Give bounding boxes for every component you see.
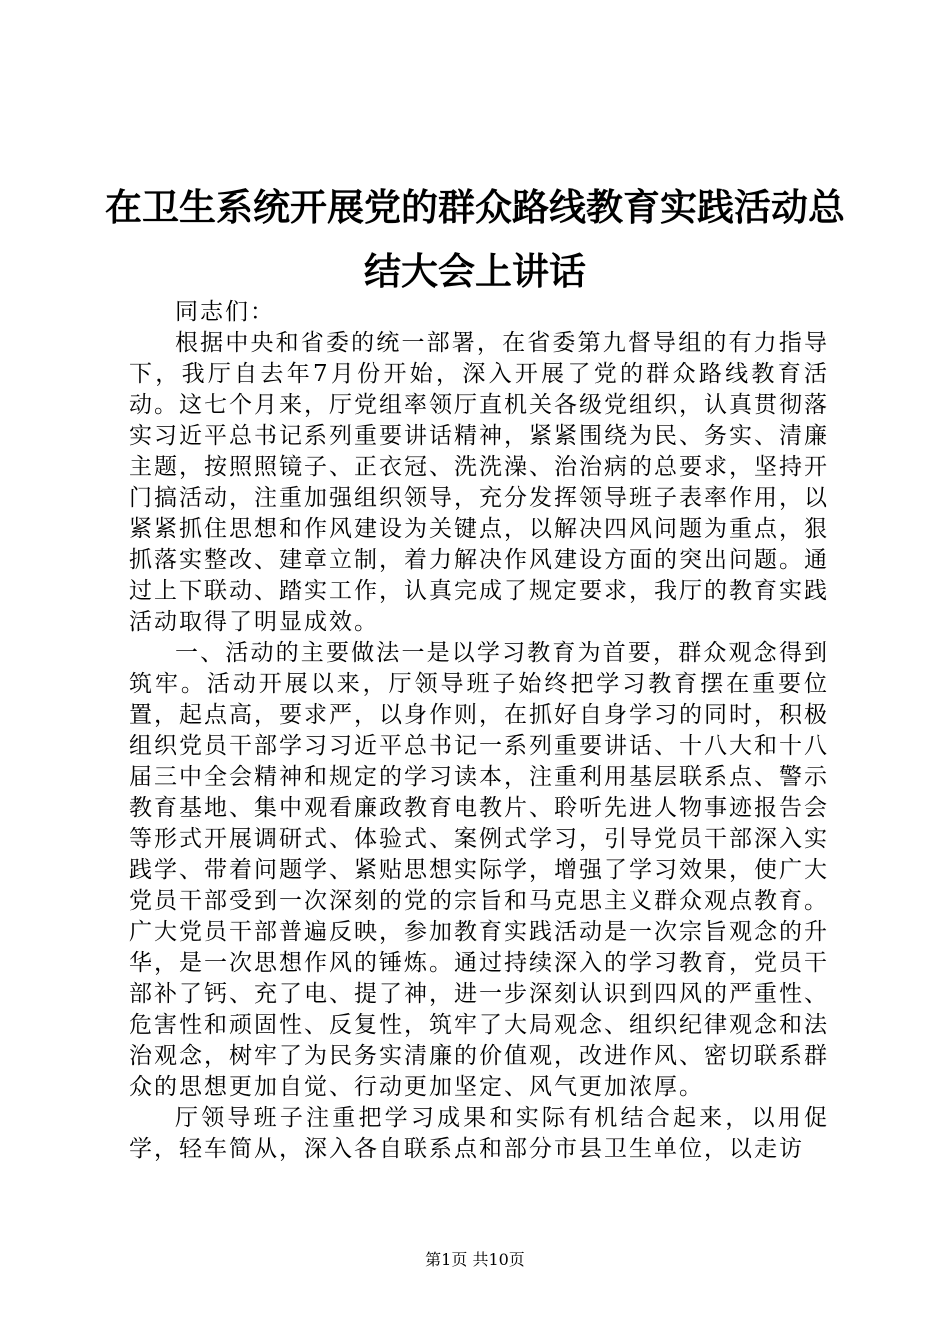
body-paragraph: 厅领导班子注重把学习成果和实际有机结合起来，以用促学，轻车简从，深入各自联系点和部分市县卫生单位，以走访 (129, 1105, 829, 1162)
document-title-line-2: 结大会上讲话 (364, 250, 586, 293)
document-body (129, 297, 829, 1165)
salutation: 同志们： (175, 299, 275, 325)
body-paragraph: 一、活动的主要做法一是以学习教育为首要，群众观念得到筑牢。活动开展以来，厅领导班子始终把学习教育摆在重要位置，起点高，要求严，以身作则，在抓好自身学习的同时，积极组织党员干部学习习近平总书记一系列重要讲话、十八大和十八届三中全会精神和规定的学习读本，注重利用基层联系点、警示教育基地、集中观看廉政教育电教片、聆听先进人物事迹报告会等形式开展调研式、体验式、案例式学习，引导党员干部深入实践学、带着问题学、紧贴思想实际学，增强了学习效果，使广大党员干部受到一次深刻的党的宗旨和马克思主义群众观点教育。广大党员干部普遍反映，参加教育实践活动是一次宗旨观念的升华，是一次思想作风的锤炼。通过持续深入的学习教育，党员干部补了钙、充了电、提了神，进一步深刻认识到四风的严重性、危害性和顽固性、反复性，筑牢了大局观念、组织纪律观念和法治观念，树牢了为民务实清廉的价值观，改进作风、密切联系群众的思想更加自觉、行动更加坚定、风气更加浓厚。 (129, 640, 829, 1100)
document-title-line-1: 在卫生系统开展党的群众路线教育实践活动总 (105, 186, 845, 229)
body-paragraph: 根据中央和省委的统一部署，在省委第九督导组的有力指导下，我厅自去年7月份开始，深入开展了党的群众路线教育活动。这七个月来，厅党组率领厅直机关各级党组织，认真贯彻落实习近平总书记系列重要讲话精神，紧紧围绕为民、务实、清廉主题，按照照镜子、正衣冠、洗洗澡、治治病的总要求，坚持开门搞活动，注重加强组织领导，充分发挥领导班子表率作用，以紧紧抓住思想和作风建设为关键点，以解决四风问题为重点，狠抓落实整改、建章立制，着力解决作风建设方面的突出问题。通过上下联动、踏实工作，认真完成了规定要求，我厅的教育实践活动取得了明显成效。 (129, 330, 829, 635)
page-footer: 第1页 共10页 (425, 1250, 525, 1269)
